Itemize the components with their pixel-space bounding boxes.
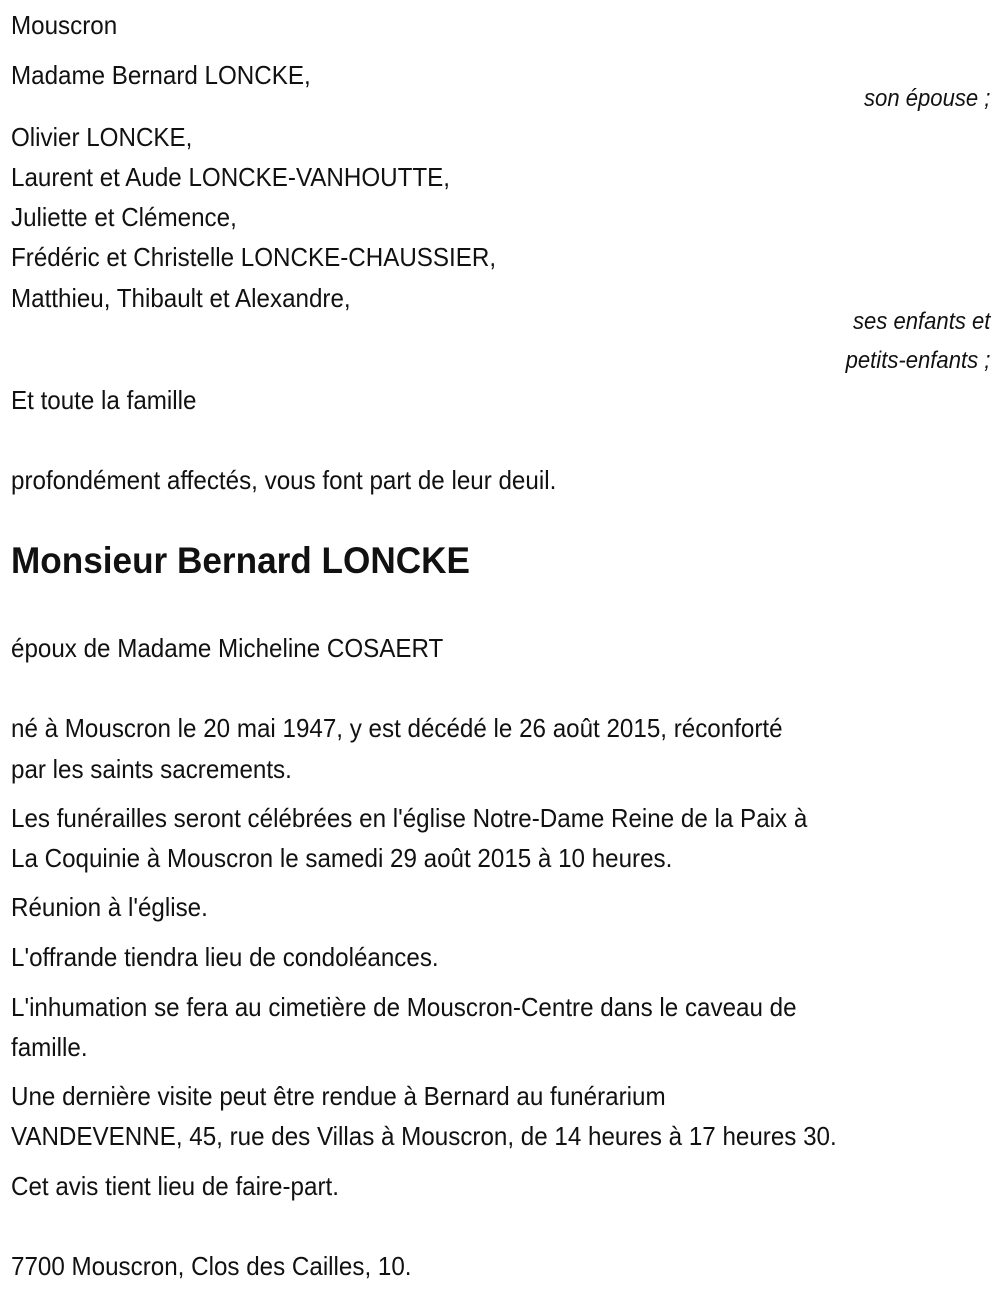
- burial-line-1: L'inhumation se fera au cimetière de Mouscron-Centre dans le caveau de: [11, 992, 797, 1022]
- burial-line-2: famille.: [11, 1032, 88, 1062]
- notice-line: Cet avis tient lieu de faire-part.: [11, 1171, 339, 1201]
- child-line-4: Frédéric et Christelle LONCKE-CHAUSSIER,: [11, 242, 497, 272]
- funeral-line-2: La Coquinie à Mouscron le samedi 29 août 2015 à 10 heures.: [11, 843, 673, 873]
- spouse-of: époux de Madame Micheline COSAERT: [11, 633, 444, 663]
- children-role-2: petits-enfants ;: [845, 347, 990, 374]
- announcement: profondément affectés, vous font part de leur deuil.: [11, 465, 557, 495]
- meeting-line: Réunion à l'église.: [11, 892, 208, 922]
- deceased-name: Monsieur Bernard LONCKE: [11, 540, 470, 581]
- visit-line-2: VANDEVENNE, 45, rue des Villas à Mouscron, de 14 heures à 17 heures 30.: [11, 1121, 837, 1151]
- child-line-1: Olivier LONCKE,: [11, 122, 193, 152]
- child-line-2: Laurent et Aude LONCKE-VANHOUTTE,: [11, 162, 451, 192]
- spouse-role: son épouse ;: [863, 85, 990, 112]
- rest-of-family: Et toute la famille: [11, 385, 197, 415]
- address-line: 7700 Mouscron, Clos des Cailles, 10.: [11, 1251, 412, 1281]
- offering-line: L'offrande tiendra lieu de condoléances.: [11, 942, 439, 972]
- funeral-line-1: Les funérailles seront célébrées en l'église Notre-Dame Reine de la Paix à: [11, 803, 808, 833]
- birth-death-line-1: né à Mouscron le 20 mai 1947, y est décédé le 26 août 2015, réconforté: [11, 713, 783, 743]
- birth-death-line-2: par les saints sacrements.: [11, 754, 292, 784]
- place-header: Mouscron: [11, 10, 118, 40]
- visit-line-1: Une dernière visite peut être rendue à Bernard au funérarium: [11, 1081, 666, 1111]
- child-line-3: Juliette et Clémence,: [11, 202, 237, 232]
- child-line-5: Matthieu, Thibault et Alexandre,: [11, 283, 351, 313]
- spouse-line: Madame Bernard LONCKE,: [11, 60, 311, 90]
- children-role-1: ses enfants et: [852, 308, 990, 335]
